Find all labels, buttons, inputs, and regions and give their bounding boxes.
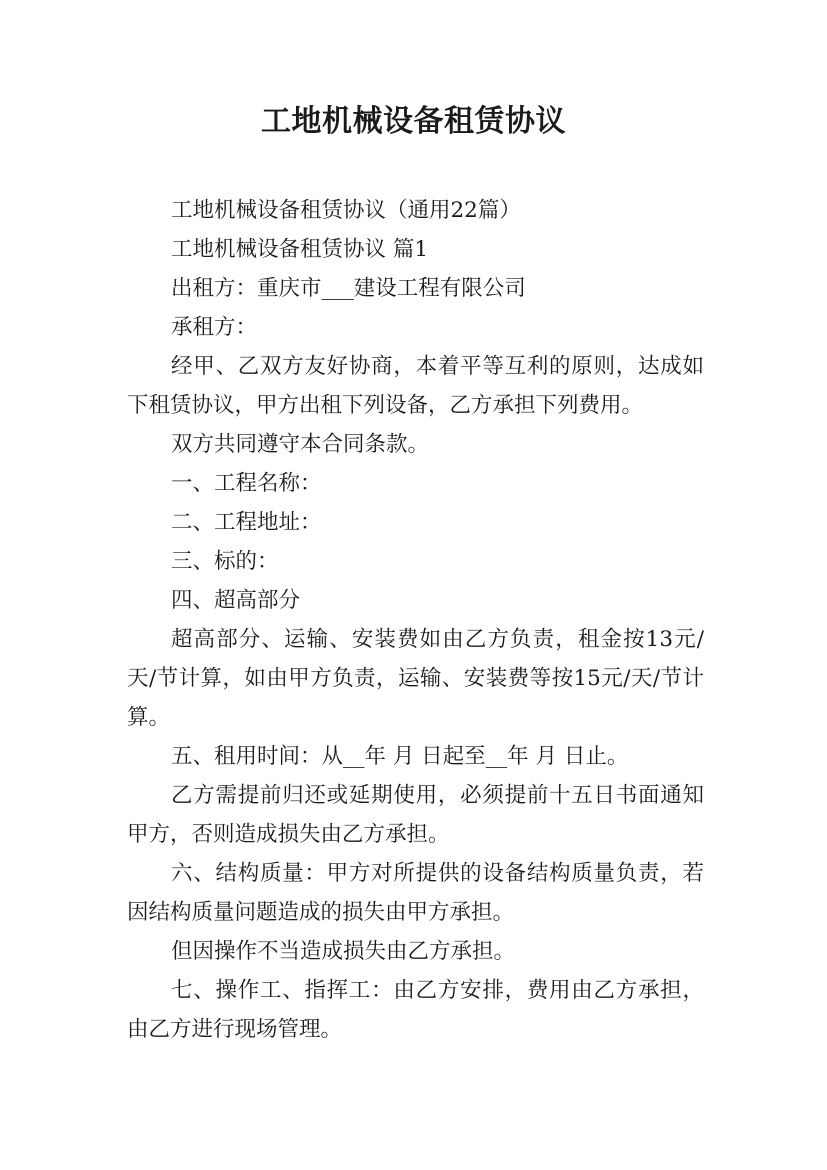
paragraph-improper-operation: 但因操作不当造成损失由乙方承担。 — [171, 939, 516, 964]
paragraph-lessee: 承租方： — [171, 315, 258, 340]
paragraph-compliance: 双方共同遵守本合同条款。 — [171, 432, 430, 457]
paragraph-early-return: 乙方需提前归还或延期使用，必须提前十五日书面通知甲方，否则造成损失由乙方承担。 — [127, 783, 704, 847]
paragraph-chapter-heading: 工地机械设备租赁协议 篇1 — [171, 237, 429, 262]
paragraph-subject: 三、标的： — [171, 549, 279, 574]
document-body — [127, 191, 704, 1049]
paragraph-operators: 七、操作工、指挥工：由乙方安排，费用由乙方承担，由乙方进行现场管理。 — [127, 978, 704, 1042]
paragraph-subtitle: 工地机械设备租赁协议（通用22篇） — [171, 198, 521, 223]
paragraph-lessor: 出租方：重庆市___建设工程有限公司 — [171, 276, 526, 301]
paragraph-project-name: 一、工程名称： — [171, 471, 322, 496]
paragraph-rental-period: 五、租用时间：从__年 月 日起至__年 月 日止。 — [171, 744, 629, 769]
paragraph-structural-quality: 六、结构质量：甲方对所提供的设备结构质量负责，若因结构质量问题造成的损失由甲方承担。 — [127, 861, 704, 925]
document-title: 工地机械设备租赁协议 — [261, 104, 566, 139]
paragraph-preamble: 经甲、乙双方友好协商，本着平等互利的原则，达成如下租赁协议，甲方出租下列设备，乙方承担下列费用。 — [127, 354, 704, 418]
paragraph-project-address: 二、工程地址： — [171, 510, 322, 535]
paragraph-overheight-heading: 四、超高部分 — [171, 588, 301, 613]
paragraph-overheight-fees: 超高部分、运输、安装费如由乙方负责，租金按13元/天/节计算，如由甲方负责，运输、安装费等按15元/天/节计算。 — [127, 627, 704, 730]
